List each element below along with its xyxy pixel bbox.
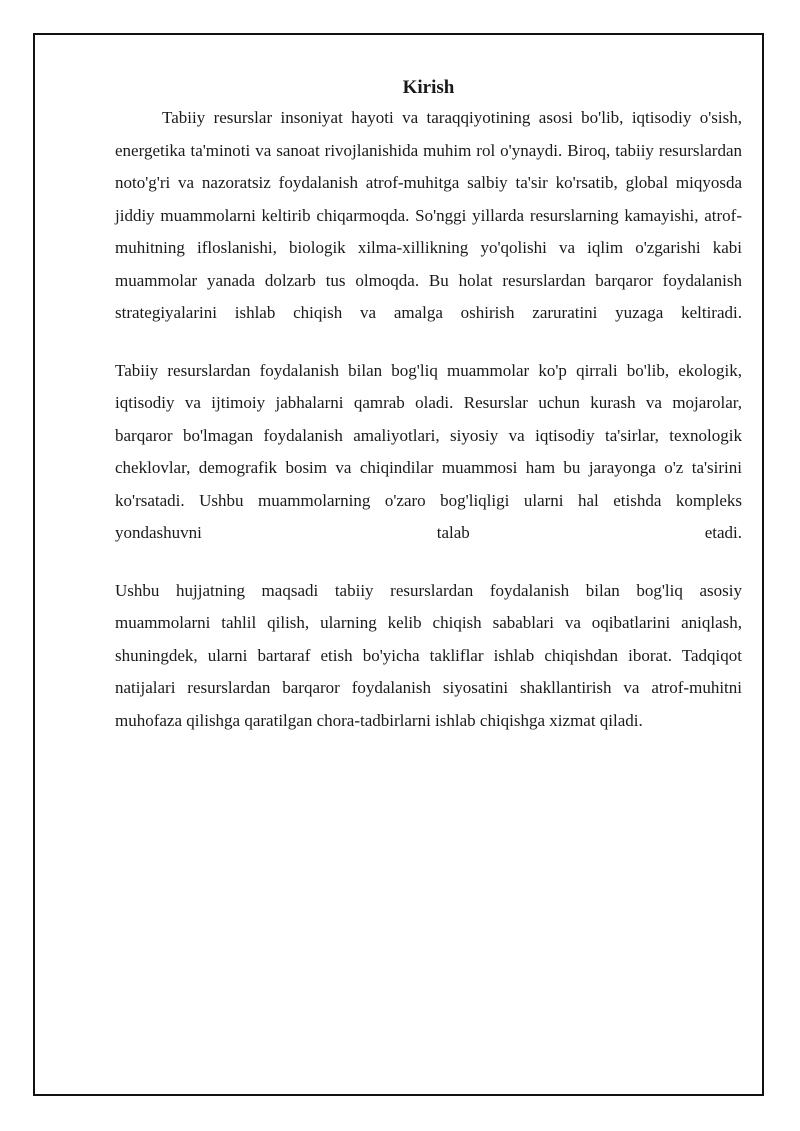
paragraph-spacer xyxy=(115,550,742,575)
paragraph-1: Tabiiy resurslar insoniyat hayoti va taraqqiyotining asosi bo'lib, iqtisodiy o'sish, energetika ta'minoti va sanoat rivojlanishida muhim rol o'ynaydi. Biroq, tabiiy resurslardan noto'g'ri va nazoratsiz foydalanish atrof-muhitga salbiy ta'sir ko'rsatib, global miqyosda jiddiy muammolarni keltirib chiqarmoqda. So'nggi yillarda resurslarning kamayishi, atrof-muhitning ifloslanishi, biologik xilma-xillikning yo'qolishi va iqlim o'zgarishi kabi muammolar yanada dolzarb tus olmoqda. Bu holat resurslardan barqaror foydalanish strategiyalarini ishlab chiqish va amalga oshirish zaruratini yuzaga keltiradi. xyxy=(115,108,742,322)
document-body xyxy=(115,74,742,737)
paragraph-2: Tabiiy resurslardan foydalanish bilan bog'liq muammolar ko'p qirrali bo'lib, ekologik, iqtisodiy va ijtimoiy jabhalarni qamrab oladi. Resurslar uchun kurash va mojarolar, barqaror bo'lmagan foydalanish amaliyotlari, siyosiy va iqtisodiy ta'sirlar, texnologik cheklovlar, demografik bosim va chiqindilar muammosi ham bu jarayonga o'z ta'sirini ko'rsatadi. Ushbu muammolarning o'zaro bog'liqligi ularni hal etishda kompleks yondashuvni talab etadi. xyxy=(115,360,742,542)
paragraph-spacer xyxy=(115,330,742,355)
document-title: Kirish xyxy=(402,77,455,98)
paragraph-3: Ushbu hujjatning maqsadi tabiiy resurslardan foydalanish bilan bog'liq asosiy muammolarni tahlil qilish, ularning kelib chiqish sabablari va oqibatlarini aniqlash, shuningdek, ularni bartaraf etish bo'yicha takliflar ishlab chiqishdan iborat. Tadqiqot natijalari resurslardan barqaror foydalanish siyosatini shakllantirish va atrof-muhitni muhofaza qilishga qaratilgan chora-tadbirlarni ishlab chiqishga xizmat qiladi. xyxy=(115,580,742,730)
